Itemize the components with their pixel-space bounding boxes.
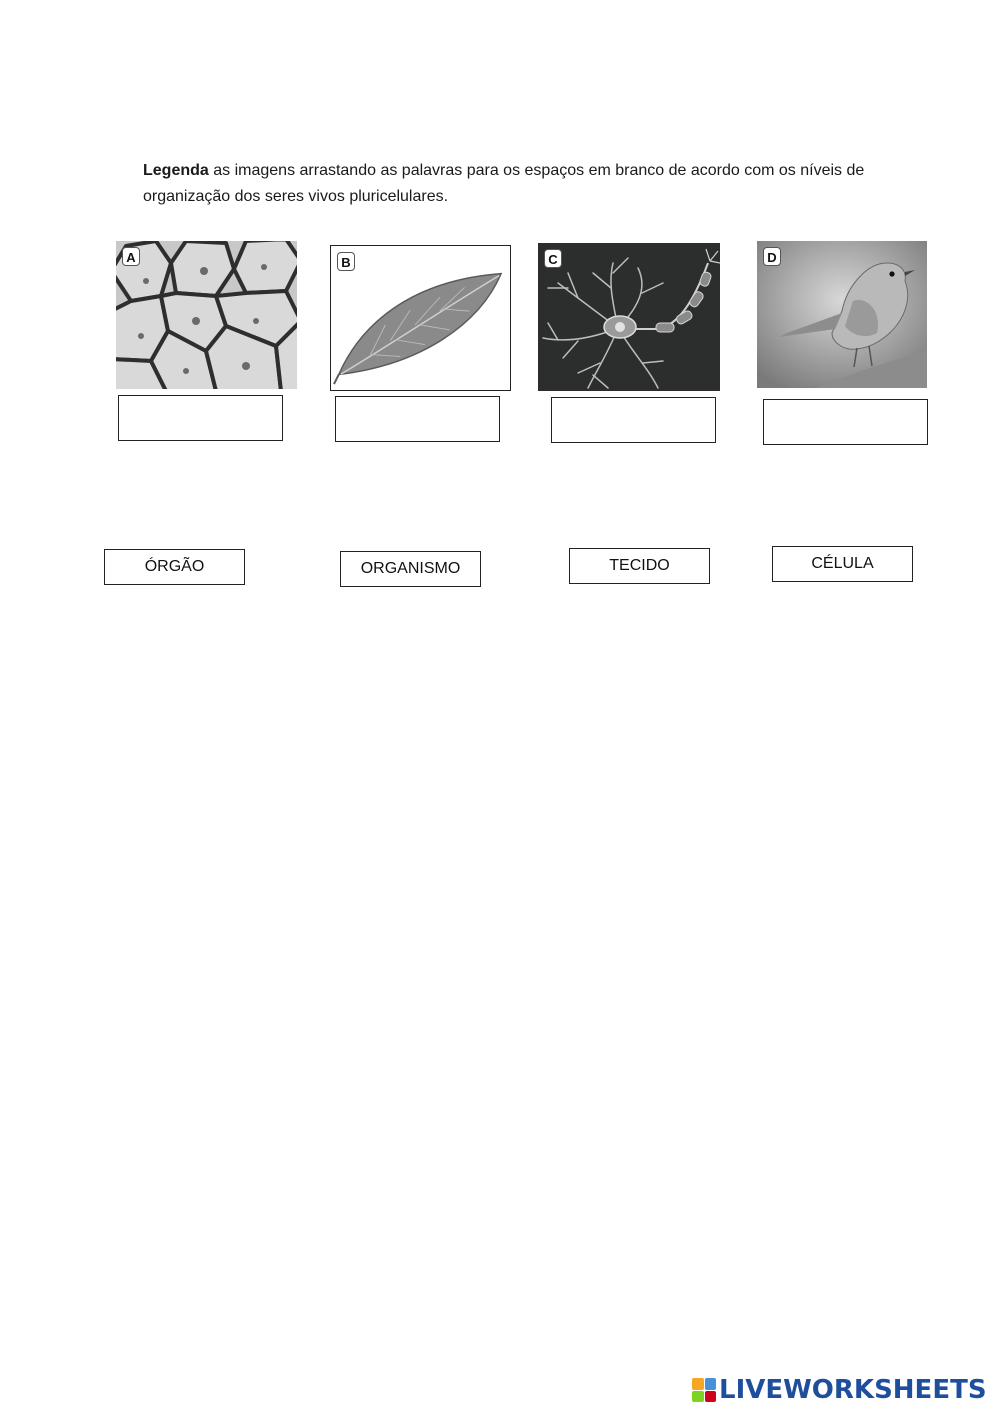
bird-image: [757, 241, 927, 388]
answer-box-a[interactable]: [118, 395, 283, 441]
answer-box-c[interactable]: [551, 397, 716, 443]
word-chip-organismo[interactable]: ORGANISMO: [340, 551, 481, 587]
instruction-text: [143, 158, 873, 210]
answer-box-d[interactable]: [763, 399, 928, 445]
answer-box-b[interactable]: [335, 396, 500, 442]
instruction-body: as imagens arrastando as palavras para os espaços em branco de acordo com os níveis de organização dos seres vivos pluricelulares.: [143, 162, 865, 205]
picture-d: [757, 241, 927, 388]
picture-b: [330, 245, 511, 391]
picture-tag: B: [337, 252, 355, 271]
liveworksheets-wordmark: LIVEWORKSHEETS: [719, 1375, 987, 1405]
picture-a: [116, 241, 297, 389]
picture-tag: D: [763, 247, 781, 266]
picture-tag: C: [544, 249, 562, 268]
instruction-bold: Legenda: [143, 162, 209, 179]
word-chip-orgao[interactable]: ÓRGÃO: [104, 549, 245, 585]
neuron-image: [538, 243, 720, 391]
word-chip-tecido[interactable]: TECIDO: [569, 548, 710, 584]
plant-cells-image: [116, 241, 297, 389]
liveworksheets-icon: [692, 1378, 716, 1402]
picture-tag: A: [122, 247, 140, 266]
liveworksheets-logo: [692, 1375, 987, 1405]
picture-c: [538, 243, 720, 391]
leaf-image: [331, 246, 510, 390]
word-chip-celula[interactable]: CÉLULA: [772, 546, 913, 582]
